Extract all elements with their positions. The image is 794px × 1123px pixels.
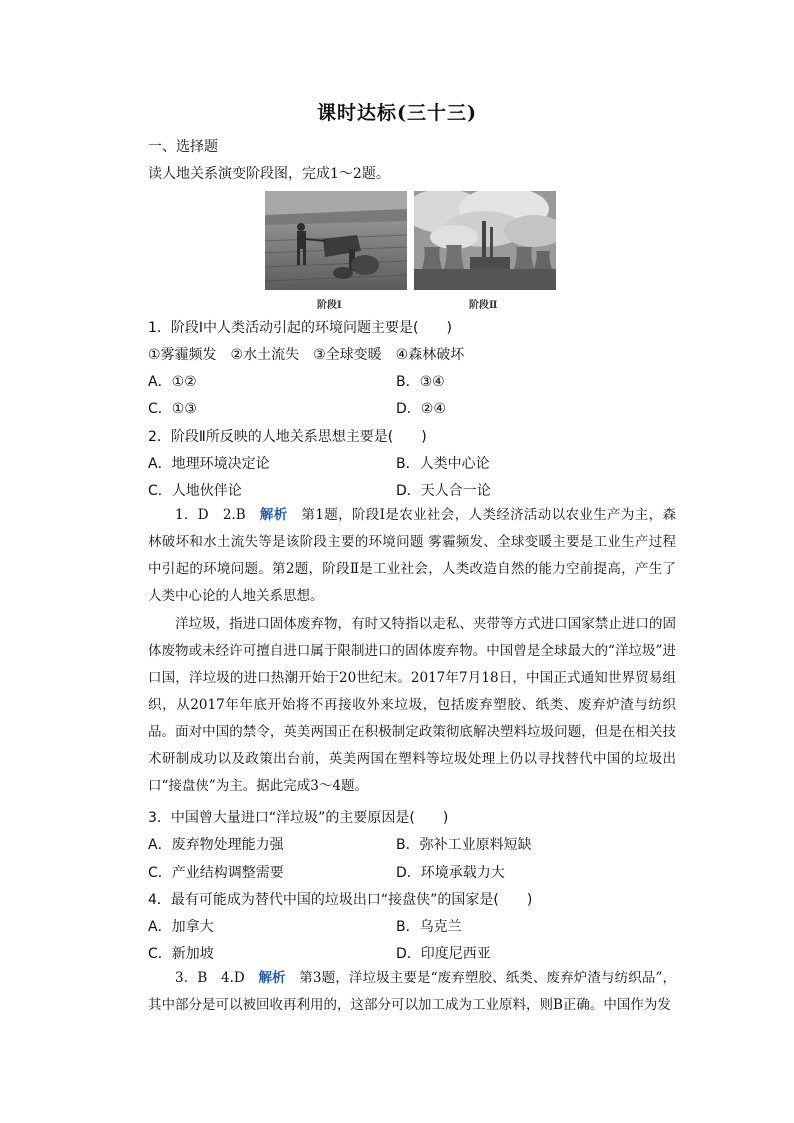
question-1-stem: 1．阶段Ⅰ中人类活动引起的环境问题主要是( ) bbox=[148, 320, 452, 336]
analysis-keyword: 解析 bbox=[258, 970, 286, 986]
farmer-plowing-photo bbox=[265, 191, 407, 290]
question-2-option-a: A．地理环境决定论 bbox=[148, 456, 270, 472]
question-3-option-a: A．废弃物处理能力强 bbox=[148, 837, 284, 853]
answer-text: 第3题，洋垃圾主要是“废弃塑胶、纸类、废弃炉渣与纺织品”，其中部分是可以被回收再利用的，这部分可以加工成为工业原料，则B正确。中国作为发 bbox=[148, 970, 677, 1013]
question-4-option-b: B．乌克兰 bbox=[396, 919, 462, 935]
question-4-option-a: A．加拿大 bbox=[148, 919, 214, 935]
question-1-option-b: B．③④ bbox=[396, 374, 445, 390]
question-2-option-b: B．人类中心论 bbox=[396, 456, 490, 472]
question-1-option-c: C．①③ bbox=[148, 401, 197, 417]
question-3-option-c: C．产业结构调整需要 bbox=[148, 865, 284, 881]
page-title: 课时达标(三十三) bbox=[317, 102, 477, 124]
question-2-option-d: D．天人合一论 bbox=[396, 483, 491, 499]
question-1-option-a: A．①② bbox=[148, 374, 197, 390]
image-caption-stage-1: 阶段Ⅰ bbox=[317, 300, 342, 311]
question-intro-1: 读人地关系演变阶段图，完成1～2题。 bbox=[148, 166, 390, 182]
question-3-option-d: D．环境承载力大 bbox=[396, 865, 505, 881]
question-4-stem: 4．最有可能成为替代中国的垃圾出口“接盘侠”的国家是( ) bbox=[148, 892, 533, 908]
question-1-option-d: D．②④ bbox=[396, 401, 446, 417]
question-4-option-c: C．新加坡 bbox=[148, 946, 214, 962]
power-plant-photo bbox=[414, 191, 556, 290]
answer-3-4 bbox=[148, 965, 676, 1019]
question-3-option-b: B．弥补工业原料短缺 bbox=[396, 837, 532, 853]
question-3-stem: 3．中国曾大量进口“洋垃圾”的主要原因是( ) bbox=[148, 810, 449, 826]
question-1-items: ①雾霾频发 ②水土流失 ③全球变暖 ④森林破坏 bbox=[148, 347, 465, 363]
answer-1-2 bbox=[148, 502, 676, 610]
answer-text: 第1题，阶段Ⅰ是农业社会，人类经济活动以农业生产为主，森林破坏和水土流失等是该阶段主要的环境问题 雾霾频发、全球变暖主要是工业生产过程中引起的环境问题。第2题，阶段Ⅱ是工业社会，人类改造自然的能力空前提高，产生了人类中心论的人地关系思想。 bbox=[148, 507, 677, 604]
reading-passage: 洋垃圾，指进口固体废弃物，有时又特指以走私、夹带等方式进口国家禁止进口的固体废物或未经许可擅自进口属于限制进口的固体废弃物。中国曾是全球最大的“洋垃圾”进口国，洋垃圾的进口热潮开始于20世纪末。2017年7月18日，中国正式通知世界贸易组织，从2017年年底开始将不再接收外来垃圾，包括废弃塑胶、纸类、废弃炉渣与纺织品。面对中国的禁令，英美两国正在积极制定政策彻底解决塑料垃圾问题，但是在相关技术研制成功以及政策出台前，英美两国在塑料等垃圾处理上仍以寻找替代中国的垃圾出口“接盘侠”为主。据此完成3～4题。 bbox=[148, 616, 676, 794]
question-2-stem: 2．阶段Ⅱ所反映的人地关系思想主要是( ) bbox=[148, 429, 427, 445]
question-2-option-c: C．人地伙伴论 bbox=[148, 483, 242, 499]
image-caption-stage-2: 阶段Ⅱ bbox=[469, 300, 498, 311]
answer-prefix: 3．B 4.D bbox=[175, 970, 259, 986]
analysis-keyword: 解析 bbox=[259, 507, 288, 523]
question-4-option-d: D．印度尼西亚 bbox=[396, 946, 491, 962]
section-heading: 一、选择题 bbox=[148, 139, 218, 155]
answer-prefix: 1．D 2.B bbox=[175, 507, 260, 523]
